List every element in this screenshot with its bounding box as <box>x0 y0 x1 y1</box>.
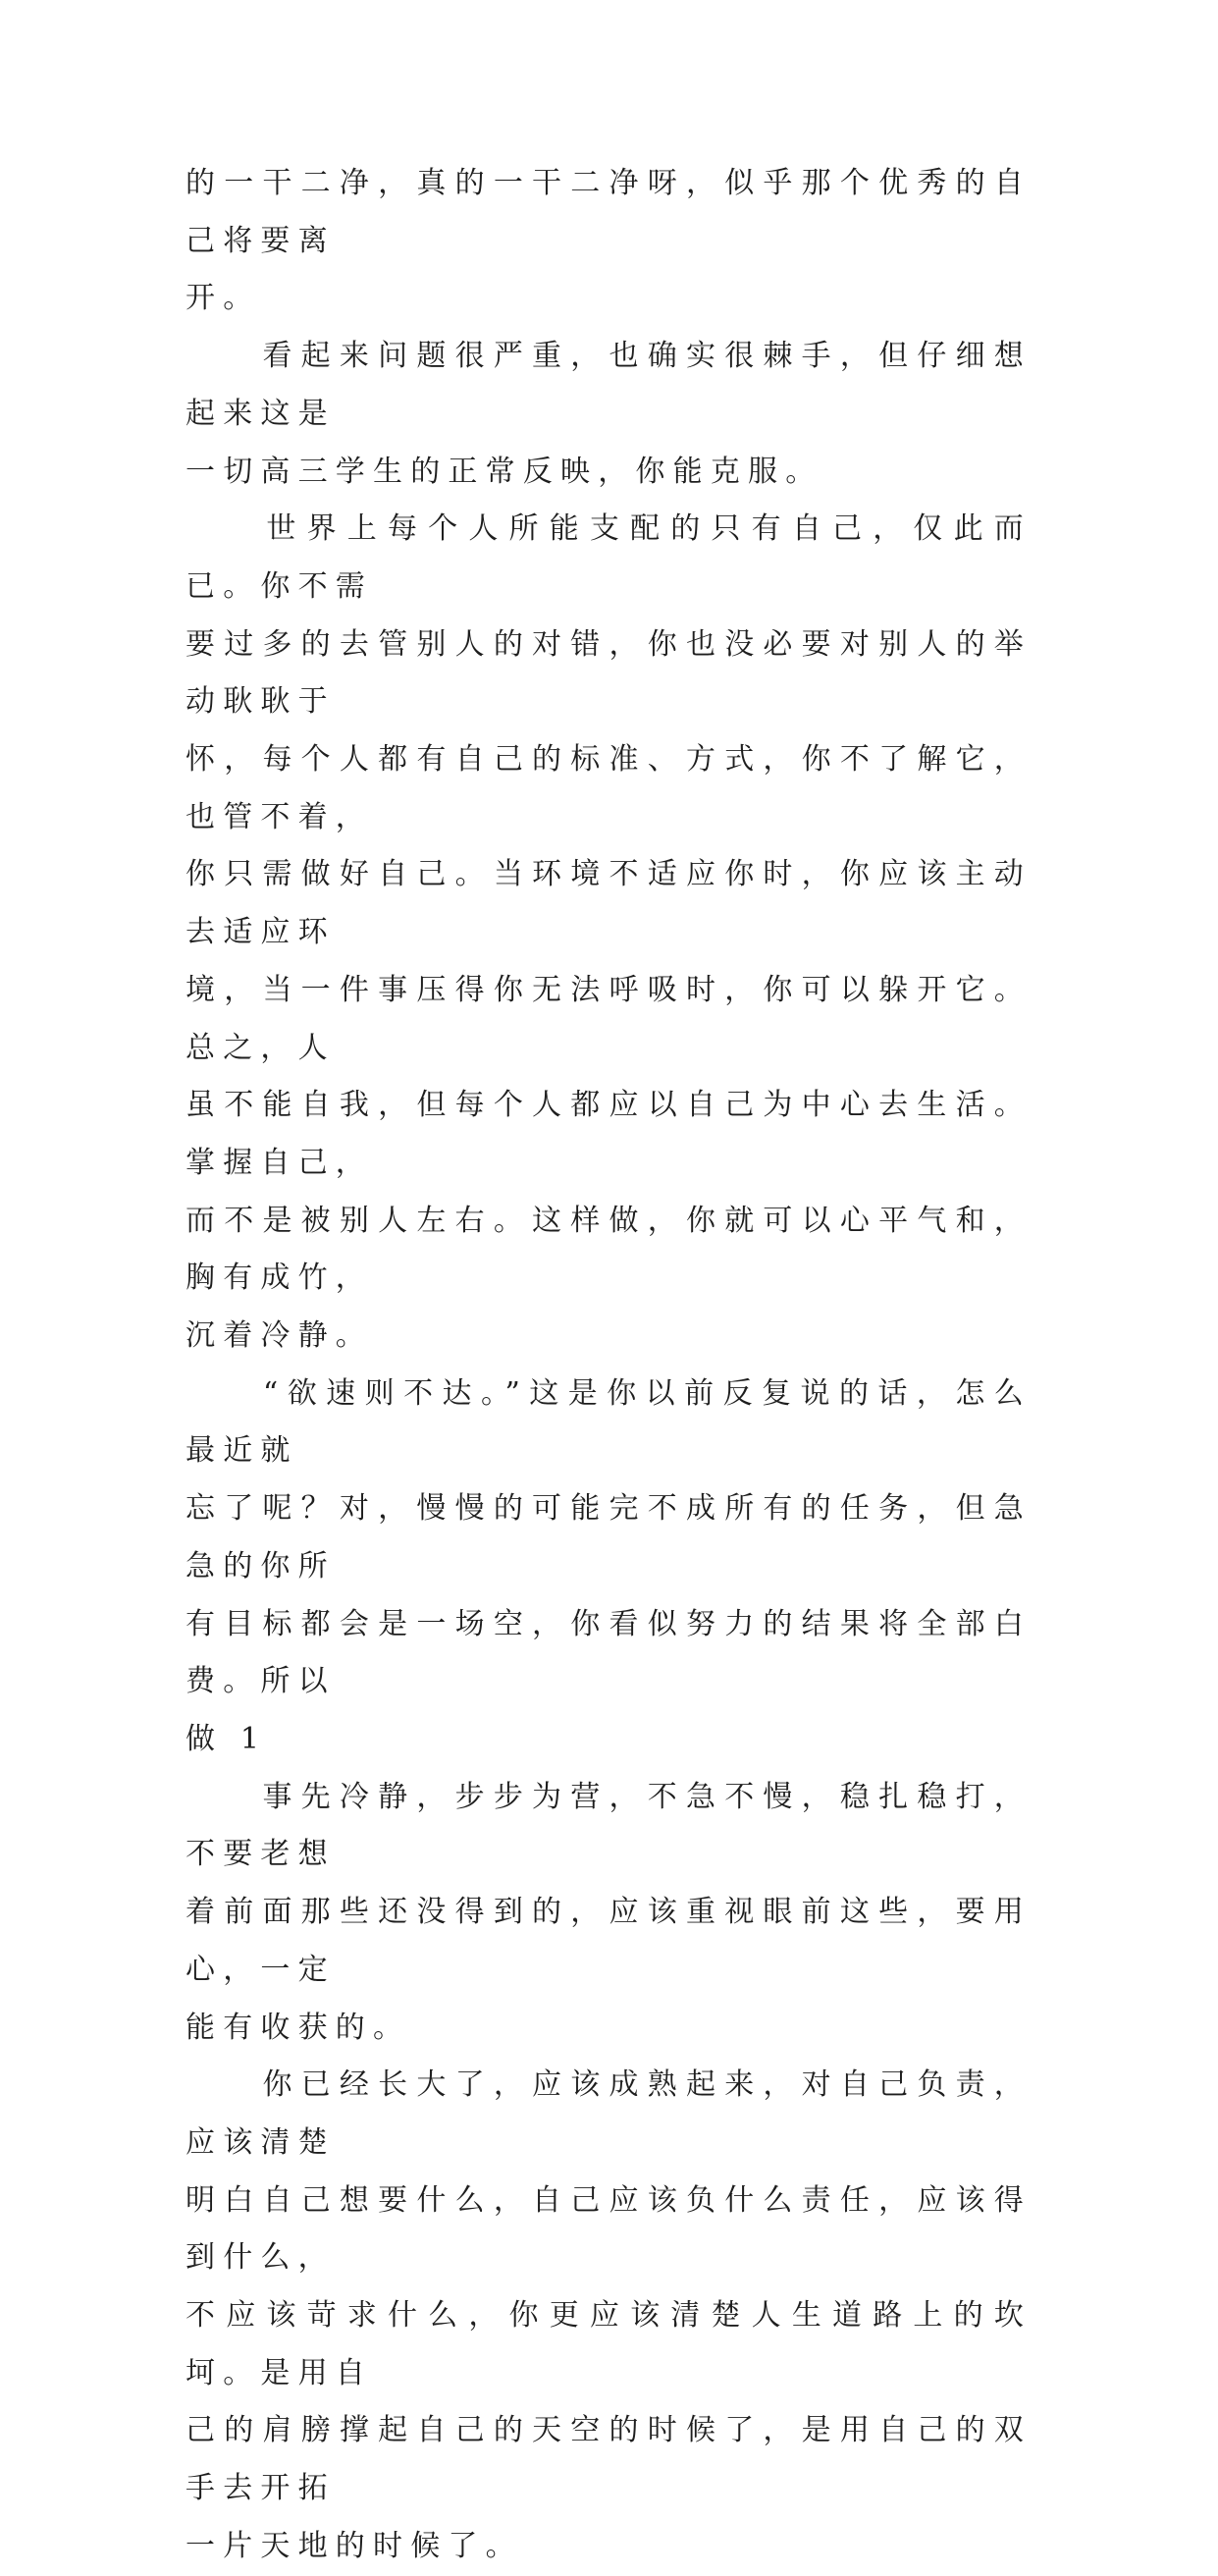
paragraph-4: “欲速则不达。”这是你以前反复说的话，怎么最近就 忘了呢？对，慢慢的可能完不成所有的任务，但急急的你所 有目标都会是一场空，你看似努力的结果将全部白费。所以 做 1 <box>185 1375 1032 1756</box>
paragraph-3: 世界上每个人所能支配的只有自己，仅此而已。你不需 要过多的去管别人的对错，你也没必要对别人的举动耿耿于 怀，每个人都有自己的标准、方式，你不了解它，也管不着， 你只需做好自己。当环境不适应你时，你应该主动去适应环 境，当一件事压得你无法呼吸时，你可以躲开它。总之，人 虽不能自我，但每个人都应以自己为中心去生活。掌握自己， 而不是被别人左右。这样做，你就可以心平气和，胸有成竹， 沉着冷静。 <box>185 511 1032 1354</box>
body-text <box>185 155 1032 2576</box>
paragraph-1: 的一干二净，真的一干二净呀，似乎那个优秀的自己将要离 开。 <box>185 166 1032 316</box>
paragraph-5: 事先冷静，步步为营，不急不慢，稳扎稳打，不要老想 着前面那些还没得到的，应该重视眼前这些，要用心，一定 能有收获的。 <box>185 1779 1032 2045</box>
paragraph-2: 看起来问题很严重，也确实很棘手，但仔细想起来这是 一切高三学生的正常反映，你能克服。 <box>185 339 1032 489</box>
paragraph-6: 你已经长大了，应该成熟起来，对自己负责，应该清楚 明白自己想要什么，自己应该负什么责任，应该得到什么， 不应该苛求什么，你更应该清楚人生道路上的坎坷。是用自 己的肩膀撑起自己的天空的时候了，是用自己的双手去开拓 一片天地的时候了。 <box>185 2067 1032 2563</box>
